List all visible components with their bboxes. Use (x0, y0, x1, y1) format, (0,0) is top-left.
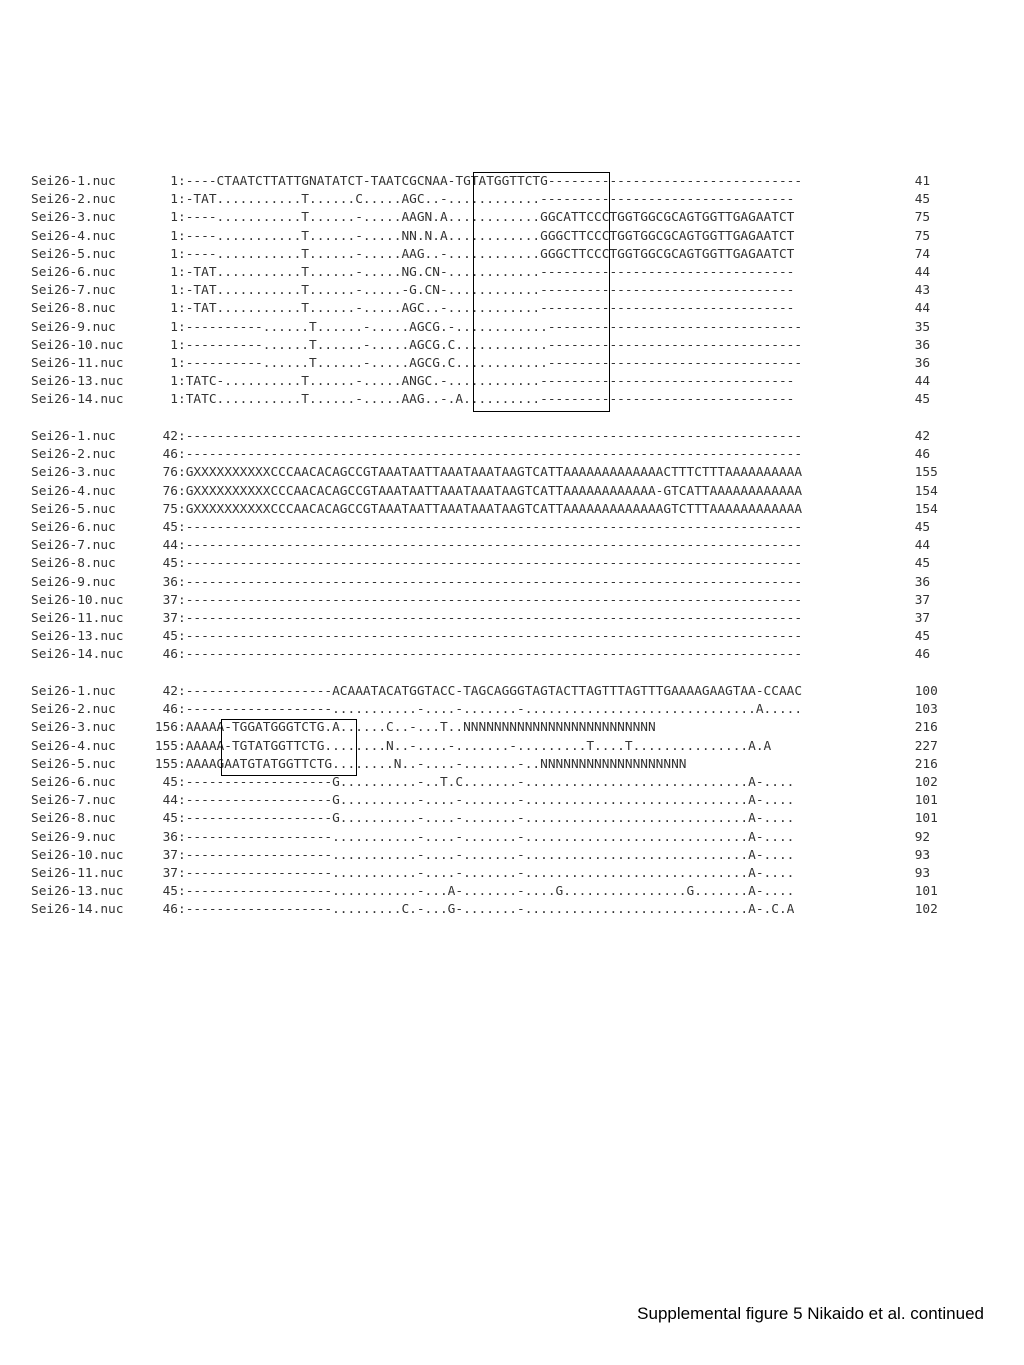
alignment-row: Sei26-8.nuc 45:-------------------------------------------------------------------------------- 45 (31, 556, 931, 572)
end-position: 44 (914, 301, 931, 317)
sequence-text: -------------------G..........-....-.......-.............................A-.... (185, 811, 795, 827)
sequence-text: TATC...........T......-.....AAG..-.A..........--------------------------------- (185, 392, 795, 408)
end-position: 216 (914, 756, 938, 772)
start-position: 76 (162, 483, 178, 499)
sequence-name: Sei26-13.nuc (31, 374, 124, 390)
end-position: 45 (914, 556, 931, 572)
sequence-text: -------------------------------------------------------------------------------- (185, 447, 803, 463)
alignment-row: Sei26-13.nuc 45:-------------------...........-...A-.......-....G................G.......A-.... 101 (31, 884, 938, 900)
alignment-row: Sei26-3.nuc 1:----...........T......-.....AAGN.A............GGCATTCCCTGGTGGCGCAGTGGTTGAGAATCT 75 (31, 210, 931, 226)
start-position: 1 (170, 301, 178, 317)
sequence-text: ----CTAATCTTATTGNATATCT-TAATCGCNAA-TGTATGGTTCTG--------------------------------- (185, 174, 803, 189)
sequence-text: -------------------...........-....-.......-.............................A-.... (185, 829, 795, 845)
alignment-row: Sei26-2.nuc 46:-------------------...........-....-.......-..............................A..... 103 (31, 702, 938, 718)
sequence-name: Sei26-10.nuc (31, 592, 124, 608)
alignment-row: Sei26-14.nuc 46:-------------------------------------------------------------------------------- 46 (31, 647, 931, 663)
end-position: 216 (914, 720, 938, 736)
sequence-text: GXXXXXXXXXXCCCAACACAGCCGTAAATAATTAAATAAATAAGTCATTAAAAAAAAAAAAACTTTCTTTAAAAAAAAAA (185, 465, 803, 481)
alignment-row: Sei26-14.nuc 1:TATC...........T......-.....AAG..-.A..........--------------------------------- 45 (31, 392, 931, 408)
alignment-block-3 (31, 683, 938, 919)
sequence-name: Sei26-2.nuc (31, 192, 116, 208)
sequence-text: -------------------------------------------------------------------------------- (185, 574, 803, 590)
start-position: 45 (162, 519, 178, 535)
start-position: 45 (162, 811, 178, 827)
alignment-row: Sei26-9.nuc 1:----------......T......-.....AGCG.-............--------------------------------- 35 (31, 319, 931, 335)
end-position: 43 (914, 283, 931, 299)
alignment-row: Sei26-1.nuc 42:-------------------------------------------------------------------------------- 42 (31, 429, 931, 444)
alignment-row: Sei26-4.nuc 155:AAAAA-TGTATGGTTCTG........N..-....-.......-.........T....T...............A.A 227 (31, 738, 938, 754)
sequence-text: AAAAGAATGTATGGTTCTG........N..-....-.......-..NNNNNNNNNNNNNNNNNNN (185, 756, 687, 772)
end-position: 75 (914, 210, 931, 226)
end-position: 36 (914, 337, 931, 353)
sequence-name: Sei26-7.nuc (31, 283, 116, 299)
start-position: 46 (162, 647, 178, 663)
alignment-row: Sei26-11.nuc 1:----------......T......-.....AGCG.C............--------------------------------- 36 (31, 355, 931, 371)
sequence-name: Sei26-10.nuc (31, 847, 124, 863)
alignment-row: Sei26-11.nuc 37:-------------------...........-....-.......-.............................A-.... 93 (31, 865, 931, 881)
start-position: 45 (162, 884, 178, 900)
sequence-text: -------------------------------------------------------------------------------- (185, 592, 803, 608)
sequence-text: GXXXXXXXXXXCCCAACACAGCCGTAAATAATTAAATAAATAAGTCATTAAAAAAAAAAAAAGTCTTTAAAAAAAAAAAA (185, 501, 803, 517)
sequence-text: -------------------.........C.-...G-.......-.............................A-.C.A (185, 902, 795, 918)
end-position: 41 (914, 174, 931, 189)
start-position: 42 (162, 429, 178, 444)
sequence-text: ----...........T......-.....AAG..-............GGGCTTCCCTGGTGGCGCAGTGGTTGAGAATCT (185, 246, 795, 262)
sequence-text: -------------------...........-....-.......-.............................A-.... (185, 865, 795, 881)
end-position: 42 (914, 429, 931, 444)
sequence-name: Sei26-5.nuc (31, 756, 116, 772)
sequence-name: Sei26-14.nuc (31, 647, 124, 663)
sequence-name: Sei26-2.nuc (31, 447, 116, 463)
alignment-row: Sei26-6.nuc 45:-------------------------------------------------------------------------------- 45 (31, 519, 931, 535)
start-position: 155 (154, 756, 178, 772)
start-position: 46 (162, 447, 178, 463)
alignment-row: Sei26-1.nuc 42:-------------------ACAAATACATGGTACC-TAGCAGGGTAGTACTTAGTTTAGTTTGAAAAGAAGTAA-CCAAC 100 (31, 684, 938, 699)
sequence-text: -------------------...........-...A-.......-....G................G.......A-.... (185, 884, 795, 900)
end-position: 75 (914, 228, 931, 244)
sequence-text: TATC-..........T......-.....ANGC.-............--------------------------------- (185, 374, 795, 390)
start-position: 44 (162, 538, 178, 554)
end-position: 45 (914, 392, 931, 408)
sequence-name: Sei26-6.nuc (31, 519, 116, 535)
alignment-row: Sei26-4.nuc 1:----...........T......-.....NN.N.A............GGGCTTCCCTGGTGGCGCAGTGGTTGAGAATCT 75 (31, 228, 931, 244)
alignment-row: Sei26-8.nuc 45:-------------------G..........-....-.......-.............................A-.... 101 (31, 811, 938, 827)
sequence-name: Sei26-1.nuc (31, 684, 116, 699)
start-position: 1 (170, 228, 178, 244)
end-position: 37 (914, 610, 931, 626)
alignment-row: Sei26-8.nuc 1:-TAT...........T......-.....AGC..-............--------------------------------- 44 (31, 301, 931, 317)
sequence-name: Sei26-3.nuc (31, 210, 116, 226)
start-position: 1 (170, 246, 178, 262)
end-position: 92 (914, 829, 931, 845)
alignment-row: Sei26-4.nuc 76:GXXXXXXXXXXCCCAACACAGCCGTAAATAATTAAATAAATAAGTCATTAAAAAAAAAAAA-GTCATTAAAAAAAAAAAA 154 (31, 483, 938, 499)
sequence-text: -TAT...........T......-.....NG.CN-............--------------------------------- (185, 264, 795, 280)
end-position: 154 (914, 501, 938, 517)
alignment-row: Sei26-10.nuc 1:----------......T......-.....AGCG.C............--------------------------------- 36 (31, 337, 931, 353)
end-position: 45 (914, 519, 931, 535)
end-position: 44 (914, 264, 931, 280)
start-position: 1 (170, 355, 178, 371)
sequence-name: Sei26-8.nuc (31, 556, 116, 572)
start-position: 36 (162, 574, 178, 590)
sequence-text: ----...........T......-.....AAGN.A............GGCATTCCCTGGTGGCGCAGTGGTTGAGAATCT (185, 210, 795, 226)
end-position: 46 (914, 647, 931, 663)
start-position: 1 (170, 192, 178, 208)
end-position: 154 (914, 483, 938, 499)
sequence-name: Sei26-4.nuc (31, 738, 116, 754)
sequence-text: ----------......T......-.....AGCG.C............--------------------------------- (185, 355, 803, 371)
alignment-row: Sei26-10.nuc 37:-------------------------------------------------------------------------------- 37 (31, 592, 931, 608)
end-position: 35 (914, 319, 931, 335)
alignment-row: Sei26-5.nuc 155:AAAAGAATGTATGGTTCTG........N..-....-.......-..NNNNNNNNNNNNNNNNNNN 216 (31, 756, 938, 772)
sequence-text: GXXXXXXXXXXCCCAACACAGCCGTAAATAATTAAATAAATAAGTCATTAAAAAAAAAAAA-GTCATTAAAAAAAAAAAA (185, 483, 803, 499)
start-position: 1 (170, 264, 178, 280)
start-position: 1 (170, 174, 178, 189)
end-position: 44 (914, 538, 931, 554)
start-position: 37 (162, 847, 178, 863)
alignment-row: Sei26-7.nuc 1:-TAT...........T......-.....-G.CN-............--------------------------------- 43 (31, 283, 931, 299)
end-position: 103 (914, 702, 938, 718)
sequence-name: Sei26-9.nuc (31, 319, 116, 335)
figure-caption: Supplemental figure 5 Nikaido et al. continued (637, 1304, 984, 1323)
alignment-row: Sei26-6.nuc 45:-------------------G..........-..T.C.......-.............................A-.... 102 (31, 774, 938, 790)
sequence-name: Sei26-11.nuc (31, 865, 124, 881)
sequence-text: -------------------------------------------------------------------------------- (185, 610, 803, 626)
sequence-name: Sei26-7.nuc (31, 538, 116, 554)
alignment-row: Sei26-6.nuc 1:-TAT...........T......-.....NG.CN-............--------------------------------- 44 (31, 264, 931, 280)
end-position: 45 (914, 192, 931, 208)
end-position: 100 (914, 684, 938, 699)
end-position: 101 (914, 884, 938, 900)
sequence-text: -------------------------------------------------------------------------------- (185, 647, 803, 663)
start-position: 46 (162, 902, 178, 918)
start-position: 1 (170, 392, 178, 408)
sequence-text: -TAT...........T......-.....-G.CN-............--------------------------------- (185, 283, 795, 299)
motif-box-block-3 (221, 719, 357, 776)
start-position: 36 (162, 829, 178, 845)
sequence-name: Sei26-6.nuc (31, 264, 116, 280)
sequence-text: -------------------G..........-....-.......-.............................A-.... (185, 793, 795, 809)
sequence-name: Sei26-9.nuc (31, 574, 116, 590)
sequence-name: Sei26-6.nuc (31, 774, 116, 790)
end-position: 36 (914, 574, 931, 590)
sequence-text: -TAT...........T......C.....AGC..-............--------------------------------- (185, 192, 795, 208)
end-position: 36 (914, 355, 931, 371)
alignment-row: Sei26-14.nuc 46:-------------------.........C.-...G-.......-.............................A-.C.A 102 (31, 902, 938, 918)
start-position: 76 (162, 465, 178, 481)
sequence-text: -------------------------------------------------------------------------------- (185, 519, 803, 535)
alignment-row: Sei26-3.nuc 156:AAAAA-TGGATGGGTCTG.A......C..-...T..NNNNNNNNNNNNNNNNNNNNNNNNN 216 (31, 720, 938, 736)
alignment-row: Sei26-7.nuc 44:-------------------G..........-....-.......-.............................A-.... 101 (31, 793, 938, 809)
alignment-row: Sei26-11.nuc 37:-------------------------------------------------------------------------------- 37 (31, 610, 931, 626)
start-position: 156 (154, 720, 178, 736)
sequence-name: Sei26-13.nuc (31, 629, 124, 645)
sequence-name: Sei26-5.nuc (31, 501, 116, 517)
alignment-row: Sei26-9.nuc 36:-------------------...........-....-.......-.............................A-.... 92 (31, 829, 931, 845)
start-position: 42 (162, 684, 178, 699)
alignment-row: Sei26-3.nuc 76:GXXXXXXXXXXCCCAACACAGCCGTAAATAATTAAATAAATAAGTCATTAAAAAAAAAAAAACTTTCTTTAAAAAAAAAA 155 (31, 465, 938, 481)
sequence-name: Sei26-9.nuc (31, 829, 116, 845)
sequence-text: -------------------------------------------------------------------------------- (185, 629, 803, 645)
alignment-row: Sei26-9.nuc 36:-------------------------------------------------------------------------------- 36 (31, 574, 931, 590)
sequence-text: -------------------ACAAATACATGGTACC-TAGCAGGGTAGTACTTAGTTTAGTTTGAAAAGAAGTAA-CCAAC (185, 684, 803, 699)
sequence-text: -------------------...........-....-.......-.............................A-.... (185, 847, 795, 863)
start-position: 1 (170, 337, 178, 353)
end-position: 155 (914, 465, 938, 481)
start-position: 1 (170, 283, 178, 299)
sequence-name: Sei26-4.nuc (31, 228, 116, 244)
alignment-row: Sei26-5.nuc 1:----...........T......-.....AAG..-............GGGCTTCCCTGGTGGCGCAGTGGTTGAGAATCT 74 (31, 246, 931, 262)
sequence-name: Sei26-5.nuc (31, 246, 116, 262)
end-position: 37 (914, 592, 931, 608)
start-position: 1 (170, 210, 178, 226)
start-position: 45 (162, 774, 178, 790)
alignment-row: Sei26-10.nuc 37:-------------------...........-....-.......-.............................A-.... 93 (31, 847, 931, 863)
start-position: 75 (162, 501, 178, 517)
alignment-row: Sei26-5.nuc 75:GXXXXXXXXXXCCCAACACAGCCGTAAATAATTAAATAAATAAGTCATTAAAAAAAAAAAAAGTCTTTAAAAAAAAAAAA 154 (31, 501, 938, 517)
alignment-row: Sei26-13.nuc 45:-------------------------------------------------------------------------------- 45 (31, 629, 931, 645)
end-position: 102 (914, 774, 938, 790)
sequence-text: -------------------------------------------------------------------------------- (185, 429, 803, 444)
end-position: 227 (914, 738, 938, 754)
alignment-block-2 (31, 428, 938, 664)
sequence-text: -TAT...........T......-.....AGC..-............--------------------------------- (185, 301, 795, 317)
sequence-name: Sei26-7.nuc (31, 793, 116, 809)
end-position: 101 (914, 793, 938, 809)
start-position: 1 (170, 319, 178, 335)
sequence-name: Sei26-14.nuc (31, 392, 124, 408)
alignment-row: Sei26-2.nuc 46:-------------------------------------------------------------------------------- 46 (31, 447, 931, 463)
start-position: 46 (162, 702, 178, 718)
start-position: 1 (170, 374, 178, 390)
end-position: 44 (914, 374, 931, 390)
sequence-text: ----...........T......-.....NN.N.A............GGGCTTCCCTGGTGGCGCAGTGGTTGAGAATCT (185, 228, 795, 244)
end-position: 101 (914, 811, 938, 827)
sequence-name: Sei26-2.nuc (31, 702, 116, 718)
start-position: 37 (162, 865, 178, 881)
sequence-text: -------------------------------------------------------------------------------- (185, 556, 803, 572)
sequence-text: -------------------------------------------------------------------------------- (185, 538, 803, 554)
sequence-name: Sei26-13.nuc (31, 884, 124, 900)
sequence-name: Sei26-1.nuc (31, 429, 116, 444)
start-position: 44 (162, 793, 178, 809)
sequence-name: Sei26-10.nuc (31, 337, 124, 353)
sequence-name: Sei26-4.nuc (31, 483, 116, 499)
start-position: 37 (162, 610, 178, 626)
start-position: 45 (162, 556, 178, 572)
end-position: 74 (914, 246, 931, 262)
start-position: 155 (154, 738, 178, 754)
end-position: 93 (914, 847, 931, 863)
start-position: 37 (162, 592, 178, 608)
sequence-name: Sei26-11.nuc (31, 610, 124, 626)
sequence-name: Sei26-1.nuc (31, 174, 116, 189)
sequence-text: ----------......T......-.....AGCG.C............--------------------------------- (185, 337, 803, 353)
end-position: 45 (914, 629, 931, 645)
sequence-text: ----------......T......-.....AGCG.-............--------------------------------- (185, 319, 803, 335)
sequence-name: Sei26-3.nuc (31, 465, 116, 481)
sequence-text: -------------------...........-....-.......-..............................A..... (185, 702, 803, 718)
end-position: 93 (914, 865, 931, 881)
sequence-name: Sei26-8.nuc (31, 301, 116, 317)
sequence-text: AAAAA-TGGATGGGTCTG.A......C..-...T..NNNNNNNNNNNNNNNNNNNNNNNNN (185, 720, 656, 736)
sequence-text: AAAAA-TGTATGGTTCTG........N..-....-.......-.........T....T...............A.A (185, 738, 772, 754)
alignment-row: Sei26-13.nuc 1:TATC-..........T......-.....ANGC.-............--------------------------------- 44 (31, 374, 931, 390)
sequence-name: Sei26-8.nuc (31, 811, 116, 827)
alignment-row: Sei26-2.nuc 1:-TAT...........T......C.....AGC..-............--------------------------------- 45 (31, 192, 931, 208)
alignment-row: Sei26-7.nuc 44:-------------------------------------------------------------------------------- 44 (31, 538, 931, 554)
alignment-row: Sei26-1.nuc 1:----CTAATCTTATTGNATATCT-TAATCGCNAA-TGTATGGTTCTG--------------------------------- 41 (31, 174, 931, 189)
sequence-text: -------------------G..........-..T.C.......-.............................A-.... (185, 774, 795, 790)
sequence-name: Sei26-11.nuc (31, 355, 124, 371)
start-position: 45 (162, 629, 178, 645)
sequence-name: Sei26-14.nuc (31, 902, 124, 918)
motif-box-block-1 (473, 172, 610, 412)
sequence-name: Sei26-3.nuc (31, 720, 116, 736)
end-position: 46 (914, 447, 931, 463)
end-position: 102 (914, 902, 938, 918)
